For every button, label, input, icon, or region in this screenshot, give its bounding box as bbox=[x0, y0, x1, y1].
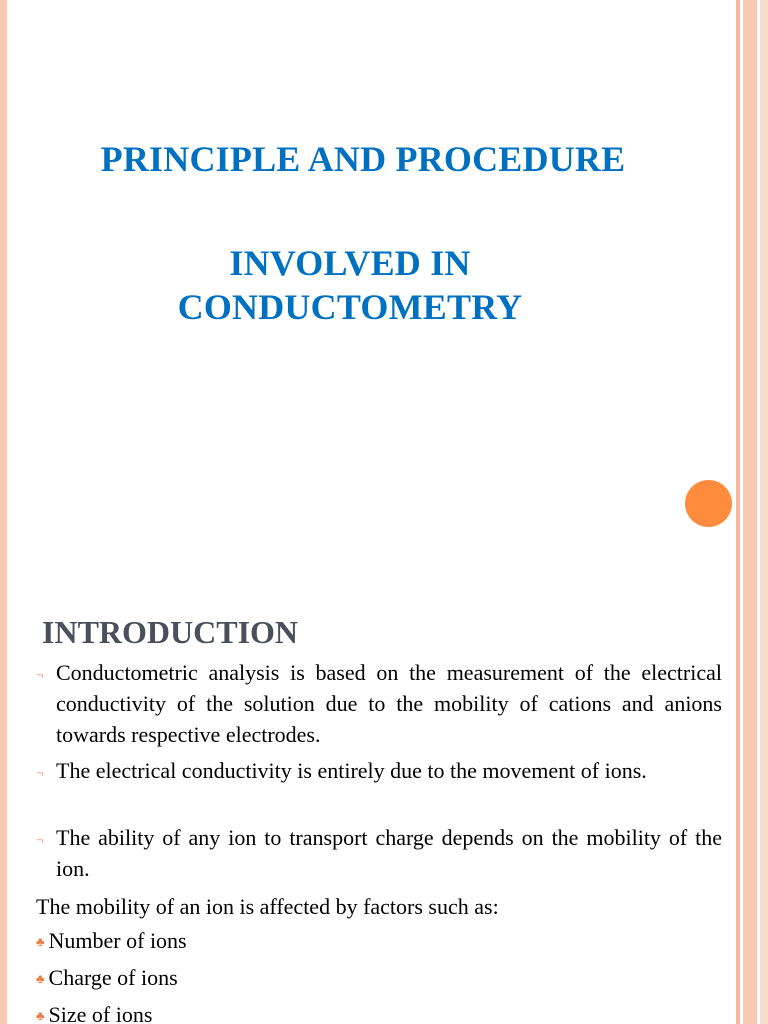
factor-text: Size of ions bbox=[48, 1002, 153, 1024]
section-heading-introduction: INTRODUCTION bbox=[42, 614, 299, 650]
bullet-item bbox=[36, 657, 722, 750]
title-line-1: PRINCIPLE AND PROCEDURE bbox=[100, 139, 626, 179]
right-decorative-border-outer bbox=[760, 0, 768, 1024]
factors-lead-in: The mobility of an ion is affected by factors such as: bbox=[36, 894, 499, 919]
club-bullet-icon: ♣ bbox=[36, 1008, 45, 1023]
factor-item bbox=[36, 925, 187, 957]
bullet-mark-icon: ¬ bbox=[36, 765, 44, 780]
factor-text: Number of ions bbox=[48, 928, 187, 953]
orange-circle-icon bbox=[685, 480, 732, 527]
bullet-mark-icon: ¬ bbox=[36, 832, 44, 847]
bullet-item bbox=[36, 755, 722, 786]
title-line-3: CONDUCTOMETRY bbox=[177, 287, 523, 327]
title-line-2: INVOLVED IN bbox=[229, 243, 471, 283]
right-decorative-border-inner bbox=[736, 0, 740, 1024]
right-decorative-border-middle bbox=[743, 0, 757, 1024]
bullet-text: The ability of any ion to transport charge depends on the mobility of the ion. bbox=[56, 825, 722, 881]
bullet-text: The electrical conductivity is entirely due to the movement of ions. bbox=[56, 758, 647, 783]
club-bullet-icon: ♣ bbox=[36, 934, 45, 949]
factor-item bbox=[36, 999, 152, 1024]
factor-text: Charge of ions bbox=[48, 965, 178, 990]
bullet-mark-icon: ¬ bbox=[36, 667, 44, 682]
club-bullet-icon: ♣ bbox=[36, 971, 45, 986]
bullet-item bbox=[36, 822, 722, 884]
factor-item bbox=[36, 962, 178, 994]
bullet-text: Conductometric analysis is based on the measurement of the electrical conductivity of the solution due to the mobility of cations and anions towards respective electrodes. bbox=[56, 660, 722, 747]
